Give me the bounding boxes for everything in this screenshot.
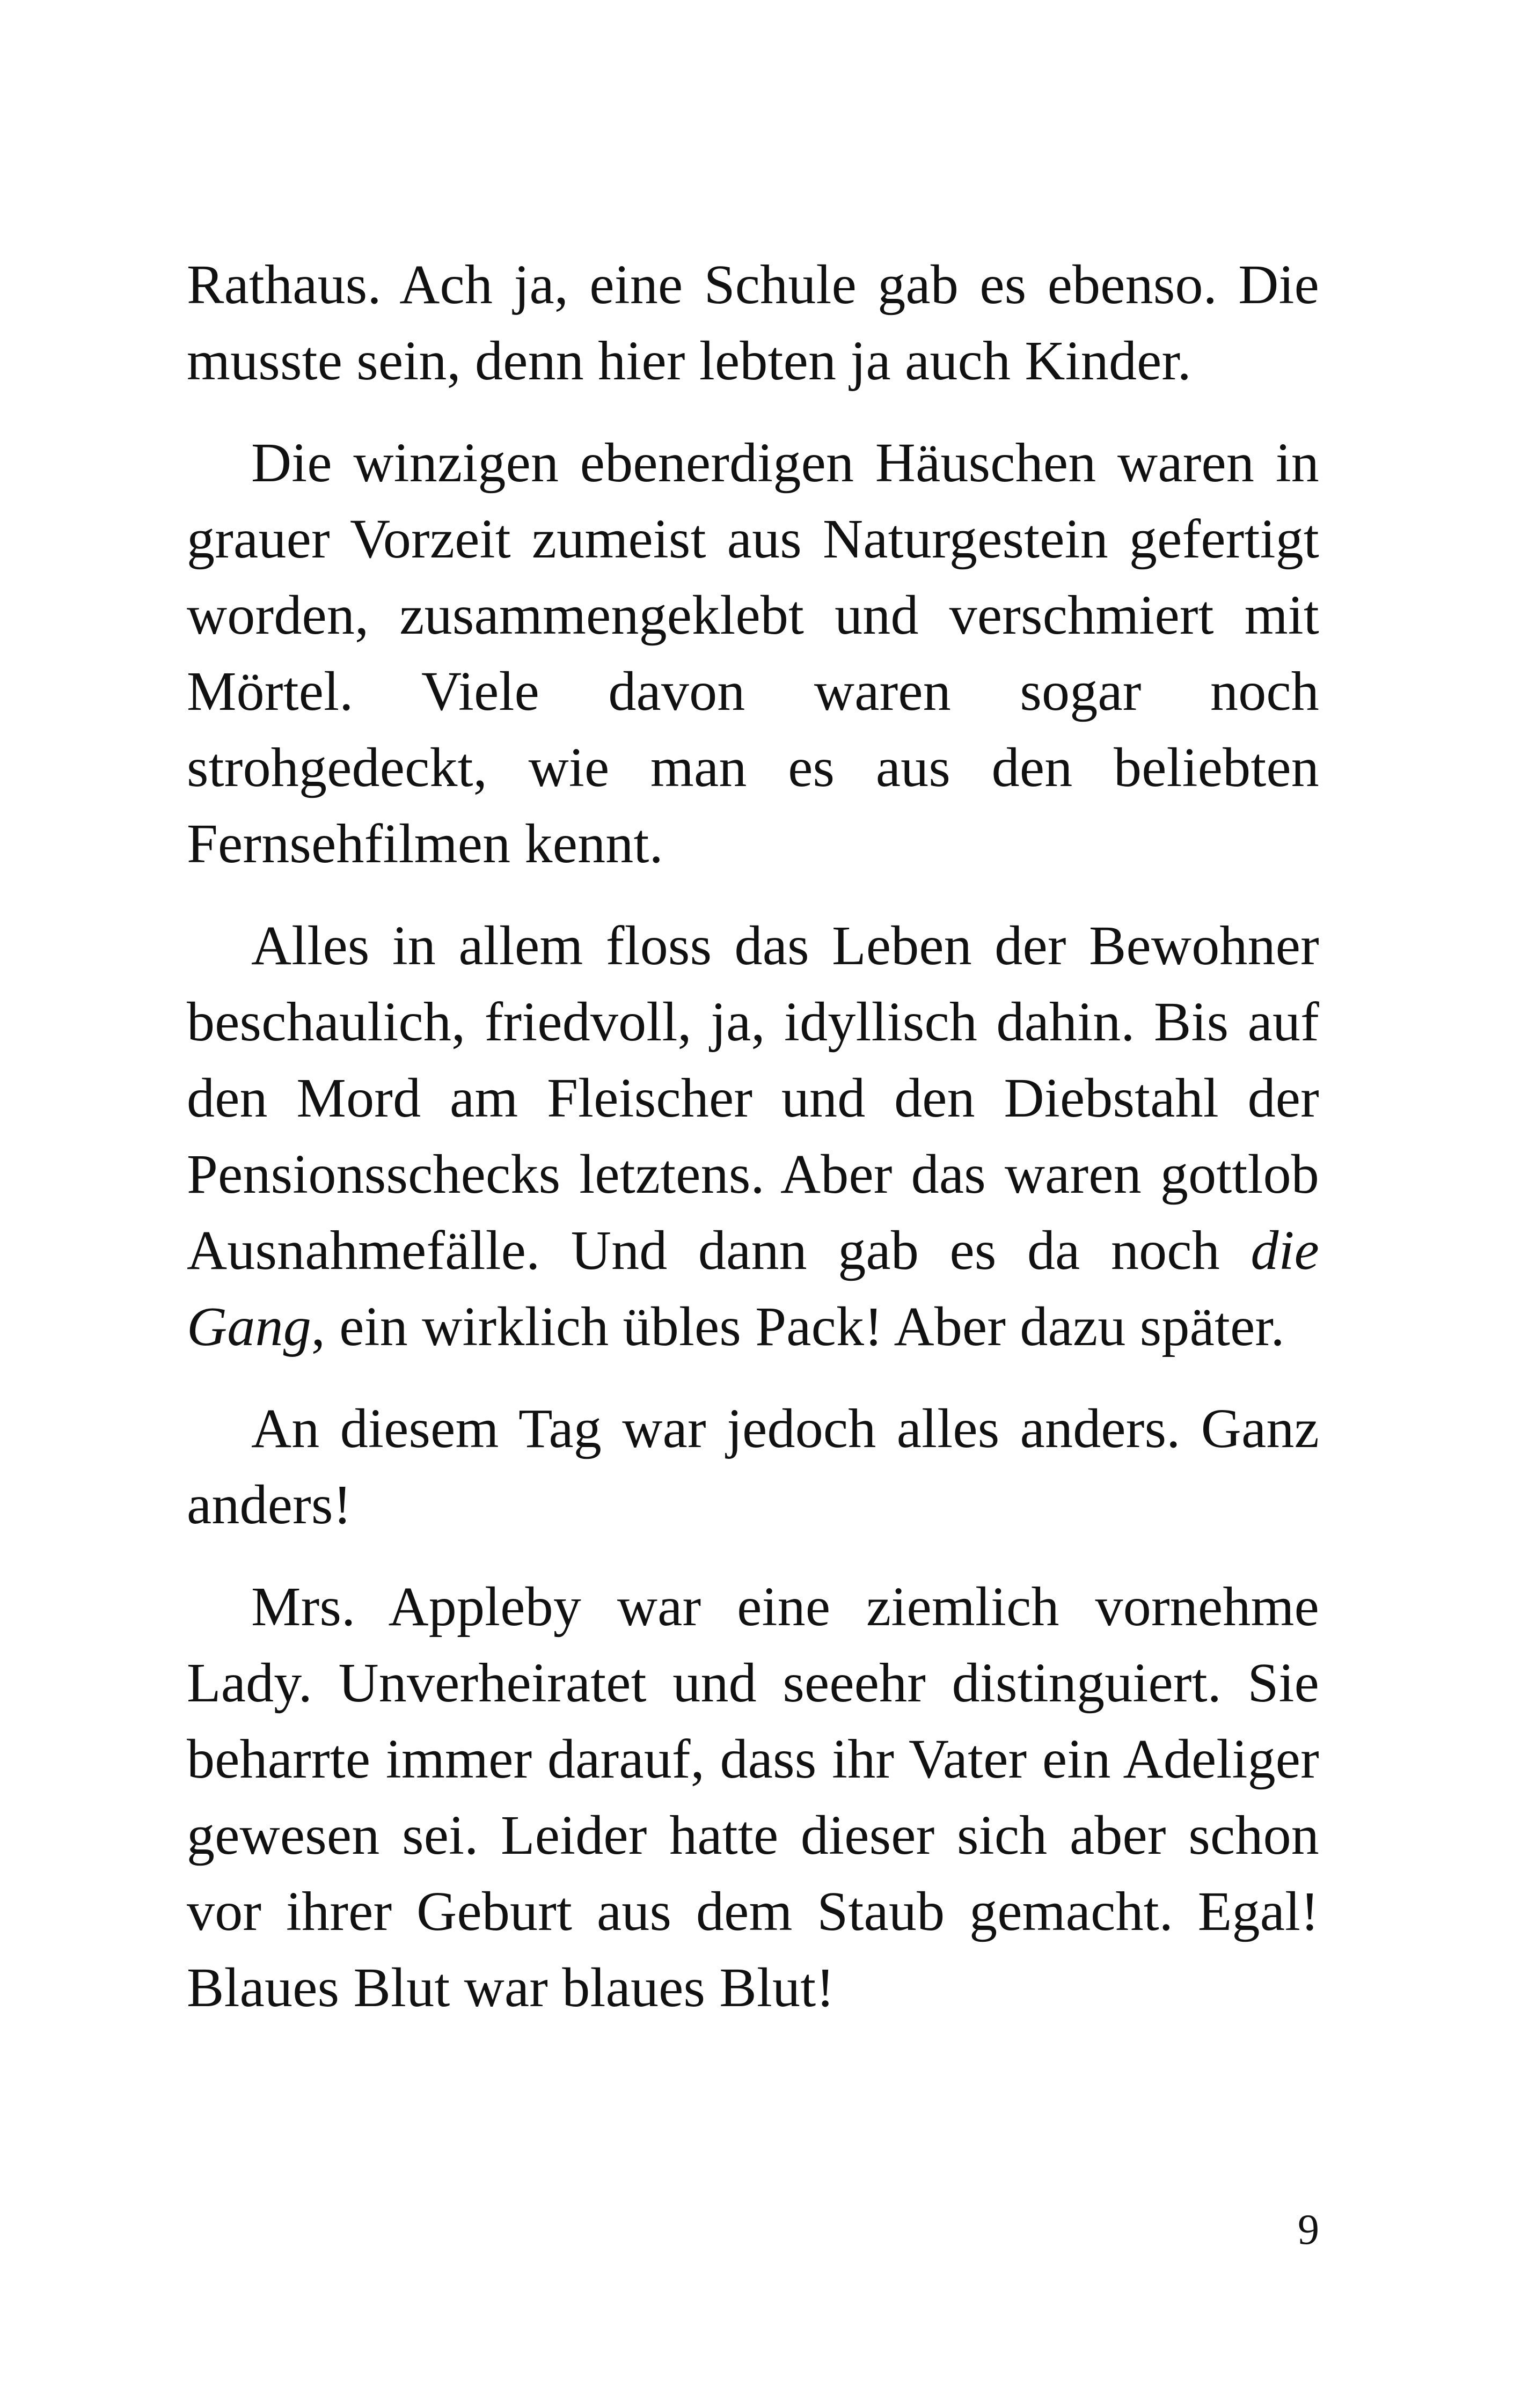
paragraph-3-after: , ein wirklich übles Pack! Aber dazu später. bbox=[311, 1296, 1285, 1357]
paragraph-3-before: Alles in allem floss das Leben der Bewohner beschaulich, friedvoll, ja, idyllisch dahin. Bis auf den Mord am Fleischer und den Diebstahl der Pensionsschecks letztens. Aber das waren gottlob Ausnahmefälle. Und dann gab es da noch bbox=[187, 915, 1319, 1281]
paragraph-5: Mrs. Appleby war eine ziemlich vornehme Lady. Unverheiratet und seeehr distinguiert. Sie beharrte immer darauf, dass ihr Vater ein Adeliger gewesen sei. Leider hatte dieser sich aber schon vor ihrer Geburt aus dem Staub gemacht. Egal! Blaues Blut war blaues Blut! bbox=[187, 1576, 1319, 2018]
body-text bbox=[187, 247, 1319, 2052]
paragraph-2: Die winzigen ebenerdigen Häuschen waren in grauer Vorzeit zumeist aus Naturgestein gefertigt worden, zusammengeklebt und verschmiert mit Mörtel. Viele davon waren sogar noch strohgedeckt, wie man es aus den beliebten Fernsehfilmen kennt. bbox=[187, 432, 1319, 875]
paragraph-1: Rathaus. Ach ja, eine Schule gab es ebenso. Die musste sein, denn hier lebten ja auch Kinder. bbox=[187, 254, 1319, 392]
page-number: 9 bbox=[1298, 2206, 1319, 2253]
paragraph-3 bbox=[187, 908, 1319, 1365]
paragraph-3-emphasis: die Gang bbox=[187, 1220, 1319, 1357]
paragraph-4: An diesem Tag war jedoch alles anders. Ganz anders! bbox=[187, 1398, 1319, 1536]
